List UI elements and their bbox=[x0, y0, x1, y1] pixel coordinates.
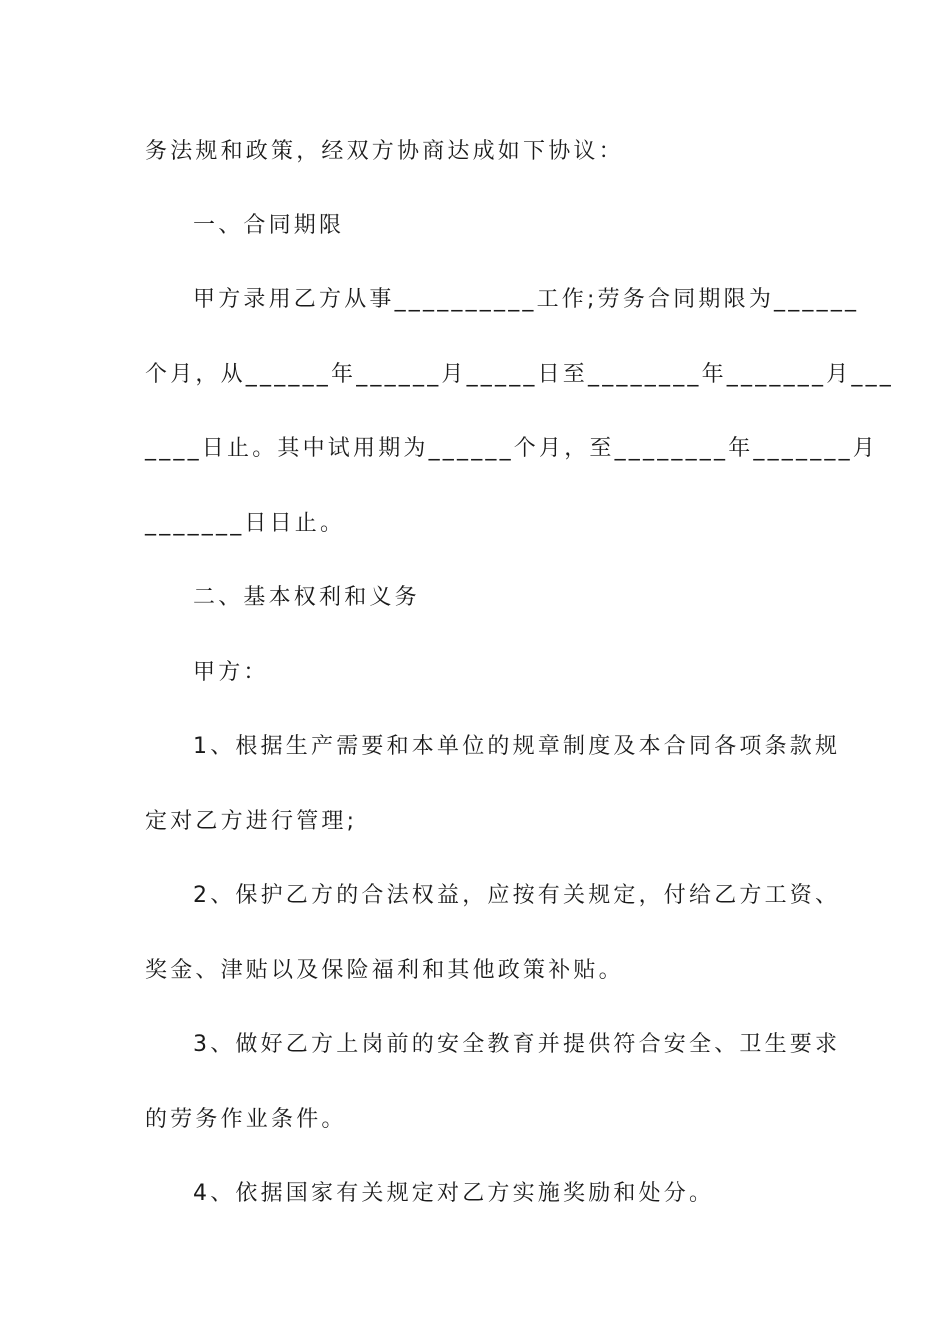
party-label: 甲方： bbox=[193, 660, 269, 685]
list-item: 2、保护乙方的合法权益，应按有关规定，付给乙方工资、 bbox=[193, 883, 841, 908]
section-heading: 一、合同期限 bbox=[193, 213, 345, 238]
text-line: _______日日止。 bbox=[145, 511, 346, 536]
text-line: 务法规和政策，经双方协商达成如下协议： bbox=[145, 139, 624, 164]
list-item: 3、做好乙方上岗前的安全教育并提供符合安全、卫生要求 bbox=[193, 1032, 841, 1057]
text-line: ____日止。其中试用期为______个月，至________年_______月 bbox=[145, 436, 879, 461]
list-item: 1、根据生产需要和本单位的规章制度及本合同各项条款规 bbox=[193, 734, 841, 759]
list-item: 4、依据国家有关规定对乙方实施奖励和处分。 bbox=[193, 1181, 715, 1206]
text-line: 定对乙方进行管理; bbox=[145, 809, 358, 834]
text-line: 甲方录用乙方从事__________工作;劳务合同期限为______ bbox=[193, 287, 860, 312]
text-line: 的劳务作业条件。 bbox=[145, 1107, 347, 1132]
section-heading: 二、基本权利和义务 bbox=[193, 585, 420, 610]
text-line: 个月，从______年______月_____日至________年_______月___ bbox=[145, 362, 895, 387]
text-line: 奖金、津贴以及保险福利和其他政策补贴。 bbox=[145, 958, 624, 983]
